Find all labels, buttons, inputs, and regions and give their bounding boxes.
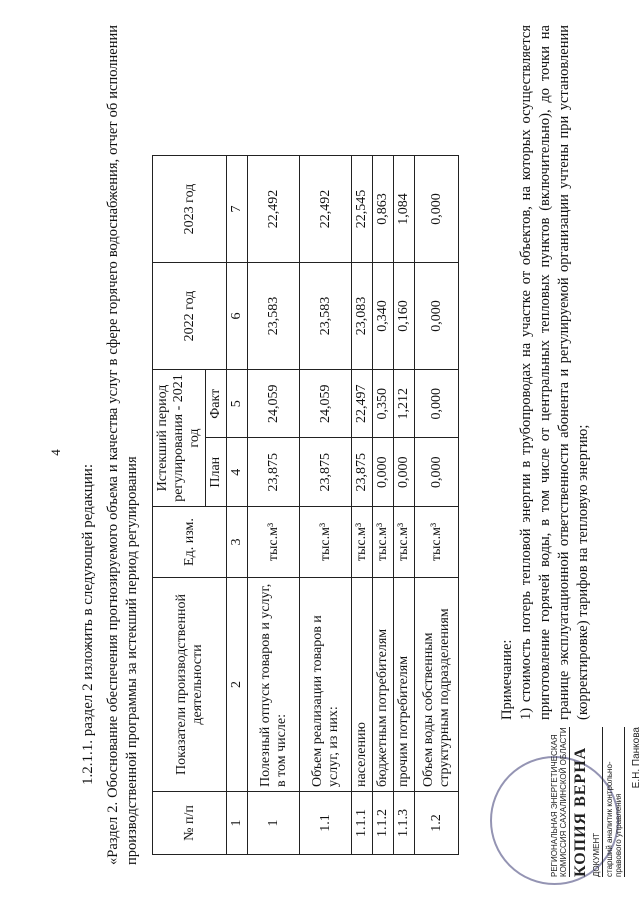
row-unit: тыс.м³ xyxy=(248,507,300,578)
stamp-title: КОПИЯ ВЕРНА xyxy=(572,746,589,877)
row-name: Объем реализации товаров и услуг, из них: xyxy=(300,578,352,792)
row-fact: 22,497 xyxy=(352,370,373,439)
row-num: 1 xyxy=(248,792,300,855)
section-title: «Раздел 2. Обоснование обеспечения прогнозируемого объема и качества услуг в сфере горячего водоснабжения, отчет об исполнении производственной программы за истекший период регулирования xyxy=(105,25,140,865)
row-unit: тыс.м³ xyxy=(300,507,352,578)
row-fact: 0,000 xyxy=(415,370,459,439)
row-2022: 23,583 xyxy=(248,263,300,370)
row-plan: 0,000 xyxy=(394,438,415,507)
table-row xyxy=(394,156,415,855)
table-row xyxy=(373,156,394,855)
row-num: 1.1 xyxy=(300,792,352,855)
colnum: 5 xyxy=(227,370,248,439)
row-2022: 23,083 xyxy=(352,263,373,370)
row-2022: 0,160 xyxy=(394,263,415,370)
row-plan: 0,000 xyxy=(373,438,394,507)
colnum: 2 xyxy=(227,578,248,792)
row-2023: 22,545 xyxy=(352,156,373,263)
row-plan: 0,000 xyxy=(415,438,459,507)
row-num: 1.1.1 xyxy=(352,792,373,855)
row-name: Полезный отпуск товаров и услуг, в том числе: xyxy=(248,578,300,792)
row-unit: тыс.м³ xyxy=(373,507,394,578)
row-num: 1.2 xyxy=(415,792,459,855)
colnum: 3 xyxy=(227,507,248,578)
row-fact: 24,059 xyxy=(248,370,300,439)
row-2022: 0,340 xyxy=(373,263,394,370)
row-2023: 1,084 xyxy=(394,156,415,263)
header-period: Истекший период регулирования - 2021 год xyxy=(153,370,206,507)
row-unit: тыс.м³ xyxy=(394,507,415,578)
header-indicator: Показатели производственной деятельности xyxy=(153,578,227,792)
row-2022: 0,000 xyxy=(415,263,459,370)
row-plan: 23,875 xyxy=(248,438,300,507)
stamp-signer: Е.Н. Панкова xyxy=(631,727,642,789)
header-unit: Ед. изм. xyxy=(153,507,227,578)
table-row xyxy=(415,156,459,855)
page-number: 4 xyxy=(48,449,63,456)
table-row xyxy=(248,156,300,855)
row-num: 1.1.2 xyxy=(373,792,394,855)
table-row xyxy=(300,156,352,855)
row-name: Объем воды собственным структурным подразделениям xyxy=(415,578,459,792)
row-fact: 1,212 xyxy=(394,370,415,439)
header-num: № п/п xyxy=(153,792,227,855)
note-text: 1) стоимость потерь тепловой энергии в трубопроводах на участке от объектов, на которых осуществляется приготовление горячей воды, в том числе от центральных тепловых пунктов (включительно), до точки на границе эксплуатационной ответственности абонента и регулируемой организации учтены при установлении (корректировке) тарифов на тепловую энергию; xyxy=(518,25,591,720)
note-label: Примечание: xyxy=(499,639,515,720)
header-plan: План xyxy=(206,438,227,507)
header-fact: Факт xyxy=(206,370,227,439)
row-plan: 23,875 xyxy=(300,438,352,507)
colnum: 7 xyxy=(227,156,248,263)
colnum: 4 xyxy=(227,438,248,507)
stamp-doc-prefix: ДОКУМЕНТ xyxy=(592,727,603,877)
row-name: прочим потребителям xyxy=(394,578,415,792)
intro-paragraph: 1.2.1.1. раздел 2 изложить в следующей редакции: xyxy=(80,464,96,785)
colnum: 6 xyxy=(227,263,248,370)
row-unit: тыс.м³ xyxy=(415,507,459,578)
header-2022: 2022 год xyxy=(153,263,227,370)
production-table xyxy=(152,155,459,855)
colnum: 1 xyxy=(227,792,248,855)
row-name: бюджетным потребителям xyxy=(373,578,394,792)
row-num: 1.1.3 xyxy=(394,792,415,855)
row-2022: 23,583 xyxy=(300,263,352,370)
row-2023: 22,492 xyxy=(248,156,300,263)
row-unit: тыс.м³ xyxy=(352,507,373,578)
row-2023: 22,492 xyxy=(300,156,352,263)
row-fact: 0,350 xyxy=(373,370,394,439)
row-plan: 23,875 xyxy=(352,438,373,507)
stamp-header: РЕГИОНАЛЬНАЯ ЭНЕРГЕТИЧЕСКАЯ КОМИССИЯ САХАЛИНСКОЙ ОБЛАСТИ xyxy=(550,727,568,877)
table-row xyxy=(352,156,373,855)
row-2023: 0,863 xyxy=(373,156,394,263)
row-2023: 0,000 xyxy=(415,156,459,263)
row-name: населению xyxy=(352,578,373,792)
column-number-row xyxy=(227,156,248,855)
stamp-position: старший аналитик контрольно-правового управления xyxy=(605,727,625,877)
note-block xyxy=(498,25,593,865)
row-fact: 24,059 xyxy=(300,370,352,439)
header-2023: 2023 год xyxy=(153,156,227,263)
